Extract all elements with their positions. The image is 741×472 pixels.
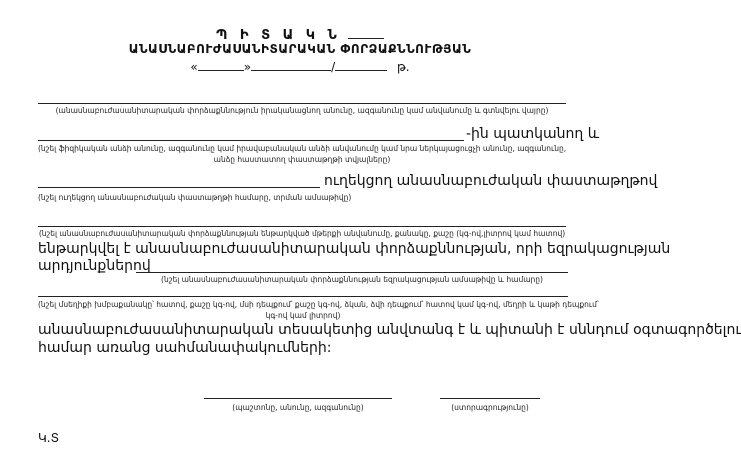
subjected-line-2-prefix: արդյունքներով <box>38 258 151 274</box>
statement-line-1: անասնաբուժասանիտարական տեսակետից անվտանգ է և պիտանի է սննդում օգտագործելու <box>38 322 741 338</box>
lab-caption: (անասնաբուժասանիտարական փորձաքննություն իրականացնող անունը, ազգանունը կամ անվանումը և գտնվելու վայրը) <box>55 106 549 115</box>
date-year-blank <box>335 70 387 71</box>
name-signature-line <box>204 398 392 399</box>
conclusion-blank-line <box>136 272 568 273</box>
page-subtitle: ԱՆԱՍՆԱԲՈՒԺԱՍԱՆԻՏԱՐԱԿԱՆ ՓՈՐՁԱՔՆՆՈՒԹՅԱՆ <box>128 42 472 56</box>
lab-blank-line <box>38 103 566 104</box>
date-day-blank <box>198 70 244 71</box>
doc-caption: (նշել ուղեկցող անասնաբուժական փաստաթղթի համարը, տրման ամսաթիվը) <box>38 193 352 202</box>
owner-blank-line <box>38 140 464 141</box>
product-blank-line <box>38 226 566 227</box>
title-row <box>0 24 600 43</box>
owner-caption-1: (նշել ֆիզիկական անձի անունը, ազգանունը կամ իրավաբանական անձի անվանումը կամ նրա ներկայացուցչի անունը, ազգանունը, <box>38 144 567 153</box>
product-caption: (նշել անասնաբուժասանիտարական փորձաքննության ենթարկված մթերքի անվանումը, քանակը, քաշը (կգ-ով,լիտրով կամ հատով) <box>38 229 566 238</box>
title-number-blank <box>348 38 384 39</box>
date-month-blank <box>251 70 331 71</box>
subjected-line-1: ենթարկվել է անասնաբուժասանիտարական փորձաքննության, որի եզրակացության <box>38 241 671 257</box>
owner-suffix: -ին պատկանող և <box>466 126 600 142</box>
name-signature-caption: (պաշտոնը, անունը, ազգանունը) <box>232 403 364 412</box>
weights-caption-2: կգ-ով կամ լիտրով) <box>265 311 341 320</box>
owner-caption-2: անձը հաստատող փաստաթղթի տվյալները) <box>213 155 391 164</box>
conclusion-caption: (նշել անասնաբուժասանիտարական փորձաքննության եզրակացության ամսաթիվը և համարը) <box>161 275 543 284</box>
stamp-label: Կ.Տ <box>38 431 60 445</box>
date-suffix: թ. <box>396 60 410 74</box>
date-open-quote: « <box>190 60 198 74</box>
statement-line-2: համար առանց սահմանափակումների: <box>38 340 332 356</box>
date-row <box>0 60 600 74</box>
doc-suffix: ուղեկցող անասնաբուժական փաստաթղթով <box>324 173 658 189</box>
weights-caption-1: (նշել մսեղիքի խմբաքանակը՝ հատով, քաշը կգ-ով, մսի դեպքում՝ քաշը կգ-ով, ձկան, ձվի դեպքում՝ հատով կամ կգ-ով, մեղրի և կաթի դեպքում՝ <box>38 300 599 309</box>
date-close-quote: » <box>243 60 252 74</box>
page-title: Պ Ի Տ Ա Կ Ն <box>216 28 341 43</box>
weights-blank-line <box>38 296 568 297</box>
signature-caption: (ստորագրությունը) <box>451 403 529 412</box>
signature-line <box>440 398 540 399</box>
date-slash: / <box>331 60 336 74</box>
doc-blank-line <box>38 187 320 188</box>
